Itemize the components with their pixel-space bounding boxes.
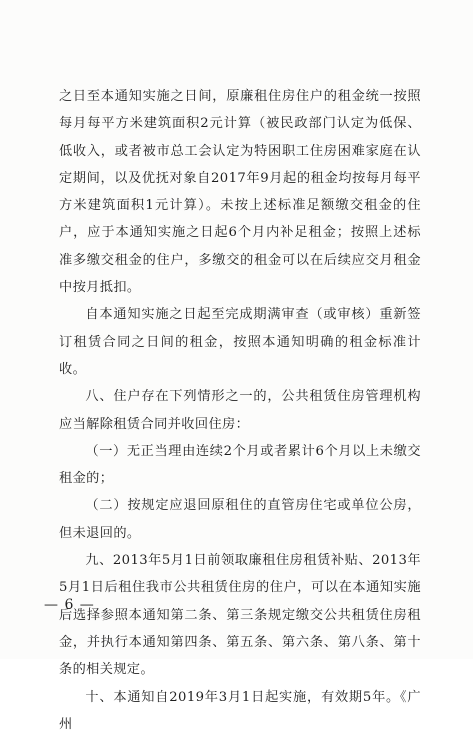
paragraph-article-eight: 八、住户存在下列情形之一的，公共租赁住房管理机构应当解除租赁合同并收回住房： — [59, 389, 421, 432]
paragraph-rent-collection: 自本通知实施之日起至完成期满审查（或审核）重新签订租赁合同之日间的租金，按照本通知明确的租金标准计收。 — [59, 307, 421, 377]
paragraph-article-ten: 十、本通知自2019年3月1日起实施，有效期5年。《广州 — [59, 689, 421, 732]
paragraph-article-nine: 九、2013年5月1日前领取廉租住房租赁补贴、2013年5月1日后租住我市公共租赁住房的住户，可以在本通知实施后选择参照本通知第二条、第三条规定缴交公共租赁住房租金，并执行本通知第四条、第五条、第六条、第八条、第十条的相关规定。 — [59, 553, 421, 678]
paragraph-item-two: （二）按规定应退回原租住的直管房住宅或单位公房，但未退回的。 — [59, 498, 421, 541]
document-body — [59, 83, 421, 738]
paragraph-rent-standard: 之日至本通知实施之日间，原廉租住房住户的租金统一按照每月每平方米建筑面积2元计算（被民政部门认定为低保、低收入，或者被市总工会认定为特困职工住房困难家庭在认定期间，以及优抚对象自2017年9月起的租金均按每月每平方米建筑面积1元计算）。未按上述标准足额缴交租金的住户，应于本通知实施之日起6个月内补足租金；按照上述标准多缴交租金的住户，多缴交的租金可以在后续应交月租金中按月抵扣。 — [59, 89, 421, 296]
paragraph-item-one: （一）无正当理由连续2个月或者累计6个月以上未缴交租金的； — [59, 443, 421, 487]
page-number: — 6 — — [44, 597, 95, 613]
